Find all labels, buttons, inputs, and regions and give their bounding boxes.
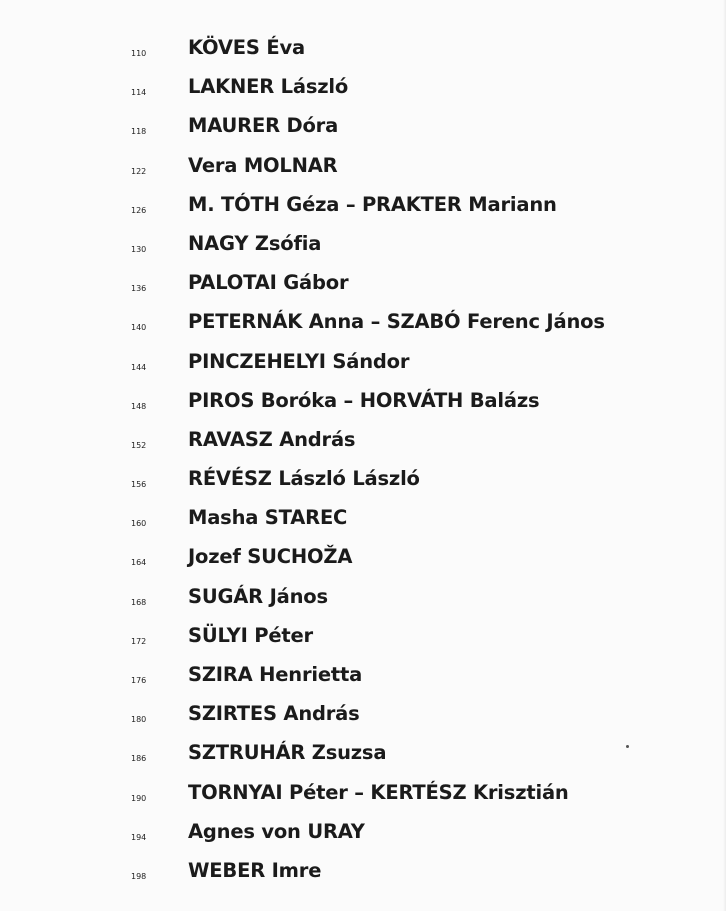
page-number: 144 — [131, 362, 147, 372]
artist-name: SZTRUHÁR Zsuzsa — [188, 741, 387, 765]
artist-name: RAVASZ András — [188, 427, 356, 451]
artist-name: M. TÓTH Géza – PRAKTER Mariann — [188, 192, 557, 216]
artist-name: Masha STAREC — [188, 506, 348, 530]
artist-name: PIROS Boróka – HORVÁTH Balázs — [188, 388, 540, 412]
page-number: 118 — [131, 127, 147, 137]
artist-name: SZIRTES András — [188, 702, 360, 726]
page-number: 114 — [131, 88, 147, 98]
artist-name: PINCZEHELYI Sándor — [188, 349, 410, 373]
toc-entry — [0, 30, 726, 69]
toc-entry — [0, 618, 726, 657]
artist-name: MAURER Dóra — [188, 114, 339, 138]
toc-entry — [0, 500, 726, 539]
table-of-contents — [0, 30, 726, 892]
artist-name: SÜLYI Péter — [188, 623, 313, 647]
artist-name: KÖVES Éva — [188, 36, 305, 59]
artist-name: PETERNÁK Anna – SZABÓ Ferenc János — [188, 310, 605, 334]
toc-entry — [0, 539, 726, 578]
artist-name: Vera MOLNAR — [188, 153, 338, 177]
artist-name: SZIRA Henrietta — [188, 663, 363, 686]
artist-name: LAKNER László — [188, 75, 349, 99]
page-number: 156 — [131, 480, 147, 490]
page-number: 198 — [131, 871, 147, 881]
artist-name: RÉVÉSZ László László — [188, 467, 420, 491]
toc-entry — [0, 579, 726, 618]
page-number: 186 — [131, 754, 147, 764]
toc-entry — [0, 461, 726, 500]
toc-entry — [0, 775, 726, 814]
toc-entry — [0, 422, 726, 461]
page-number: 136 — [131, 284, 147, 294]
toc-entry — [0, 187, 726, 226]
toc-entry — [0, 265, 726, 304]
page-number: 194 — [131, 832, 147, 842]
toc-entry — [0, 696, 726, 735]
artist-name: PALOTAI Gábor — [188, 271, 349, 295]
toc-entry — [0, 108, 726, 147]
artist-name: NAGY Zsófia — [188, 231, 322, 255]
page-number: 130 — [131, 244, 147, 254]
page-number: 172 — [131, 636, 147, 646]
page-number: 110 — [131, 49, 147, 58]
page-number: 180 — [131, 715, 147, 725]
toc-entry — [0, 304, 726, 343]
toc-entry — [0, 814, 726, 853]
page-number: 152 — [131, 440, 147, 450]
artist-name: SUGÁR János — [188, 584, 328, 608]
page-number: 164 — [131, 558, 147, 568]
page-number: 190 — [131, 793, 147, 803]
toc-entry — [0, 344, 726, 383]
toc-entry — [0, 735, 726, 774]
page-number: 126 — [131, 205, 147, 215]
artist-name: TORNYAI Péter – KERTÉSZ Krisztián — [188, 780, 569, 804]
toc-entry — [0, 853, 726, 892]
artist-name: Jozef SUCHOŽA — [188, 545, 353, 569]
page-number: 122 — [131, 166, 147, 176]
toc-entry — [0, 383, 726, 422]
artist-name: WEBER Imre — [188, 858, 322, 882]
page-number: 148 — [131, 401, 147, 411]
page-number: 176 — [131, 676, 147, 685]
ink-speck — [626, 745, 629, 748]
toc-entry — [0, 657, 726, 696]
page-number: 160 — [131, 519, 147, 529]
toc-entry — [0, 148, 726, 187]
page-number: 168 — [131, 597, 147, 607]
toc-entry — [0, 226, 726, 265]
artist-name: Agnes von URAY — [188, 819, 365, 843]
toc-entry — [0, 69, 726, 108]
page-number: 140 — [131, 323, 147, 333]
